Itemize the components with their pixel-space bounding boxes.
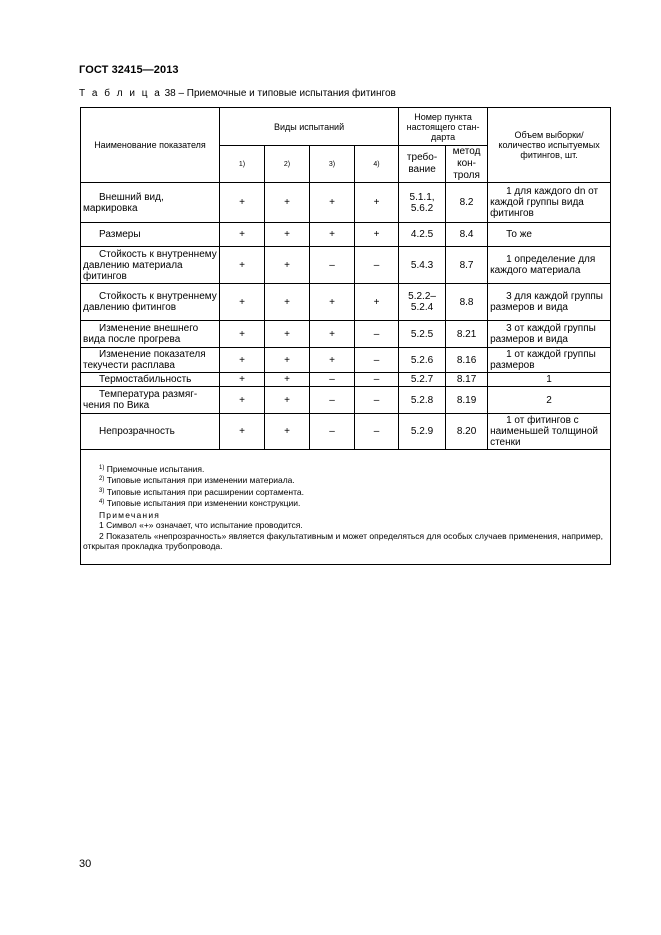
method-clause-cell: 8.16 <box>446 348 488 373</box>
test-type-2-cell: + <box>265 183 310 223</box>
indicator-name: Непрозрачность <box>81 414 220 450</box>
table-row <box>81 373 611 387</box>
table-row <box>81 321 611 348</box>
test-type-1-cell: + <box>220 414 265 450</box>
table-caption <box>79 88 396 99</box>
test-type-3-cell: + <box>310 223 355 247</box>
method-clause-cell: 8.8 <box>446 284 488 321</box>
sample-size-cell: 2 <box>488 387 611 414</box>
test-type-4-cell: – <box>355 373 399 387</box>
indicator-name: Размеры <box>81 223 220 247</box>
method-clause-cell: 8.20 <box>446 414 488 450</box>
footnote: $^{1)}$ Приемочные испытания. <box>99 463 205 474</box>
footnote: $^{3)}$ Типовые испытания при расширении сортамента. <box>99 486 304 497</box>
test-type-3-cell: – <box>310 373 355 387</box>
sample-size-cell: 1 от каждой группы размеров <box>488 348 611 373</box>
test-type-4-cell: + <box>355 223 399 247</box>
test-type-2-cell: + <box>265 348 310 373</box>
indicator-name: Стойкость к внутреннему давлению фитингов <box>81 284 220 321</box>
test-type-2-cell: + <box>265 387 310 414</box>
test-type-1-cell: + <box>220 247 265 284</box>
sample-size-cell: То же <box>488 223 611 247</box>
method-clause-cell: 8.7 <box>446 247 488 284</box>
test-type-2-cell: + <box>265 284 310 321</box>
table-row <box>81 414 611 450</box>
footnote: $^{2)}$ Типовые испытания при изменении материала. <box>99 475 295 485</box>
header-clause: Номер пункта настоящего стандарта <box>399 108 488 146</box>
requirement-clause-cell: 5.1.1, 5.6.2 <box>399 183 446 223</box>
test-type-1-cell: + <box>220 284 265 321</box>
document-title: ГОСТ 32415—2013 <box>79 64 179 76</box>
table-row <box>81 387 611 414</box>
test-type-2-cell: + <box>265 373 310 387</box>
note: 1 Символ «+» означает, что испытание проводится. <box>99 520 303 530</box>
test-type-4-cell: + <box>355 284 399 321</box>
sample-size-cell: 3 от каждой группы размеров и вида <box>488 321 611 348</box>
method-clause-cell: 8.17 <box>446 373 488 387</box>
test-type-1-cell: + <box>220 373 265 387</box>
sample-size-cell: 1 от фитингов с наименьшей толщиной стенки <box>488 414 611 450</box>
indicator-name: Изменение показателя текучести расплава <box>81 348 220 373</box>
test-type-3-cell: – <box>310 247 355 284</box>
test-type-2-cell: + <box>265 414 310 450</box>
requirement-clause-cell: 4.2.5 <box>399 223 446 247</box>
requirement-clause-cell: 5.2.8 <box>399 387 446 414</box>
header-method: метод контроля <box>446 146 488 183</box>
table-caption-text: 38 – Приемочные и типовые испытания фитингов <box>164 88 396 99</box>
page-number: 30 <box>79 858 92 870</box>
indicator-name: Термостабильность <box>81 373 220 387</box>
indicator-name: Стойкость к внутреннему давлению материала фитингов <box>81 247 220 284</box>
indicator-name: Изменение внешнего вида после прогрева <box>81 321 220 348</box>
requirement-clause-cell: 5.4.3 <box>399 247 446 284</box>
table-notes <box>81 450 611 565</box>
test-type-4-cell: – <box>355 414 399 450</box>
test-type-2-cell: + <box>265 223 310 247</box>
header-sample: Объем выборки/ количество испытуемых фитингов, шт. <box>488 108 611 183</box>
indicator-name: Температура размягчения по Вика <box>81 387 220 414</box>
test-type-1-cell: + <box>220 223 265 247</box>
test-type-1-cell: + <box>220 321 265 348</box>
table-row <box>81 223 611 247</box>
test-type-1-cell: + <box>220 183 265 223</box>
table-row <box>81 284 611 321</box>
test-type-2-cell: + <box>265 247 310 284</box>
test-type-4-cell: – <box>355 387 399 414</box>
footnote: $^{4)}$ Типовые испытания при изменении конструкции. <box>99 498 301 508</box>
table-caption-prefix: Т а б л и ц а <box>79 88 162 99</box>
header-type-4: 4) <box>355 146 399 183</box>
table-row <box>81 183 611 223</box>
header-requirement: требование <box>399 146 446 183</box>
test-type-4-cell: – <box>355 321 399 348</box>
header-test-types: Виды испытаний <box>220 108 399 146</box>
requirement-clause-cell: 5.2.9 <box>399 414 446 450</box>
test-type-3-cell: – <box>310 414 355 450</box>
test-type-4-cell: – <box>355 348 399 373</box>
header-type-2: 2) <box>265 146 310 183</box>
test-type-3-cell: + <box>310 284 355 321</box>
table-row <box>81 247 611 284</box>
method-clause-cell: 8.2 <box>446 183 488 223</box>
test-type-3-cell: + <box>310 321 355 348</box>
header-name: Наименование показателя <box>81 108 220 183</box>
header-type-3: 3) <box>310 146 355 183</box>
test-type-1-cell: + <box>220 348 265 373</box>
requirement-clause-cell: 5.2.2– 5.2.4 <box>399 284 446 321</box>
note: 2 Показатель «непрозрачность» является факультативным и может определяться для особых случаев применения, например, открытая прокладка трубопровода. <box>83 530 604 551</box>
sample-size-cell: 1 <box>488 373 611 387</box>
test-type-3-cell: + <box>310 348 355 373</box>
indicator-name: Внешний вид, маркировка <box>81 183 220 223</box>
sample-size-cell: 3 для каждой группы размеров и вида <box>488 284 611 321</box>
header-type-1: 1) <box>220 146 265 183</box>
test-type-3-cell: – <box>310 387 355 414</box>
test-type-4-cell: – <box>355 247 399 284</box>
table-row <box>81 348 611 373</box>
requirement-clause-cell: 5.2.7 <box>399 373 446 387</box>
notes-heading: Примечания <box>99 509 161 520</box>
method-clause-cell: 8.19 <box>446 387 488 414</box>
requirement-clause-cell: 5.2.6 <box>399 348 446 373</box>
method-clause-cell: 8.4 <box>446 223 488 247</box>
sample-size-cell: 1 для каждого dn от каждой группы вида фитингов <box>488 183 611 223</box>
tests-table <box>80 107 611 565</box>
requirement-clause-cell: 5.2.5 <box>399 321 446 348</box>
test-type-4-cell: + <box>355 183 399 223</box>
sample-size-cell: 1 определение для каждого материала <box>488 247 611 284</box>
method-clause-cell: 8.21 <box>446 321 488 348</box>
test-type-2-cell: + <box>265 321 310 348</box>
test-type-3-cell: + <box>310 183 355 223</box>
test-type-1-cell: + <box>220 387 265 414</box>
